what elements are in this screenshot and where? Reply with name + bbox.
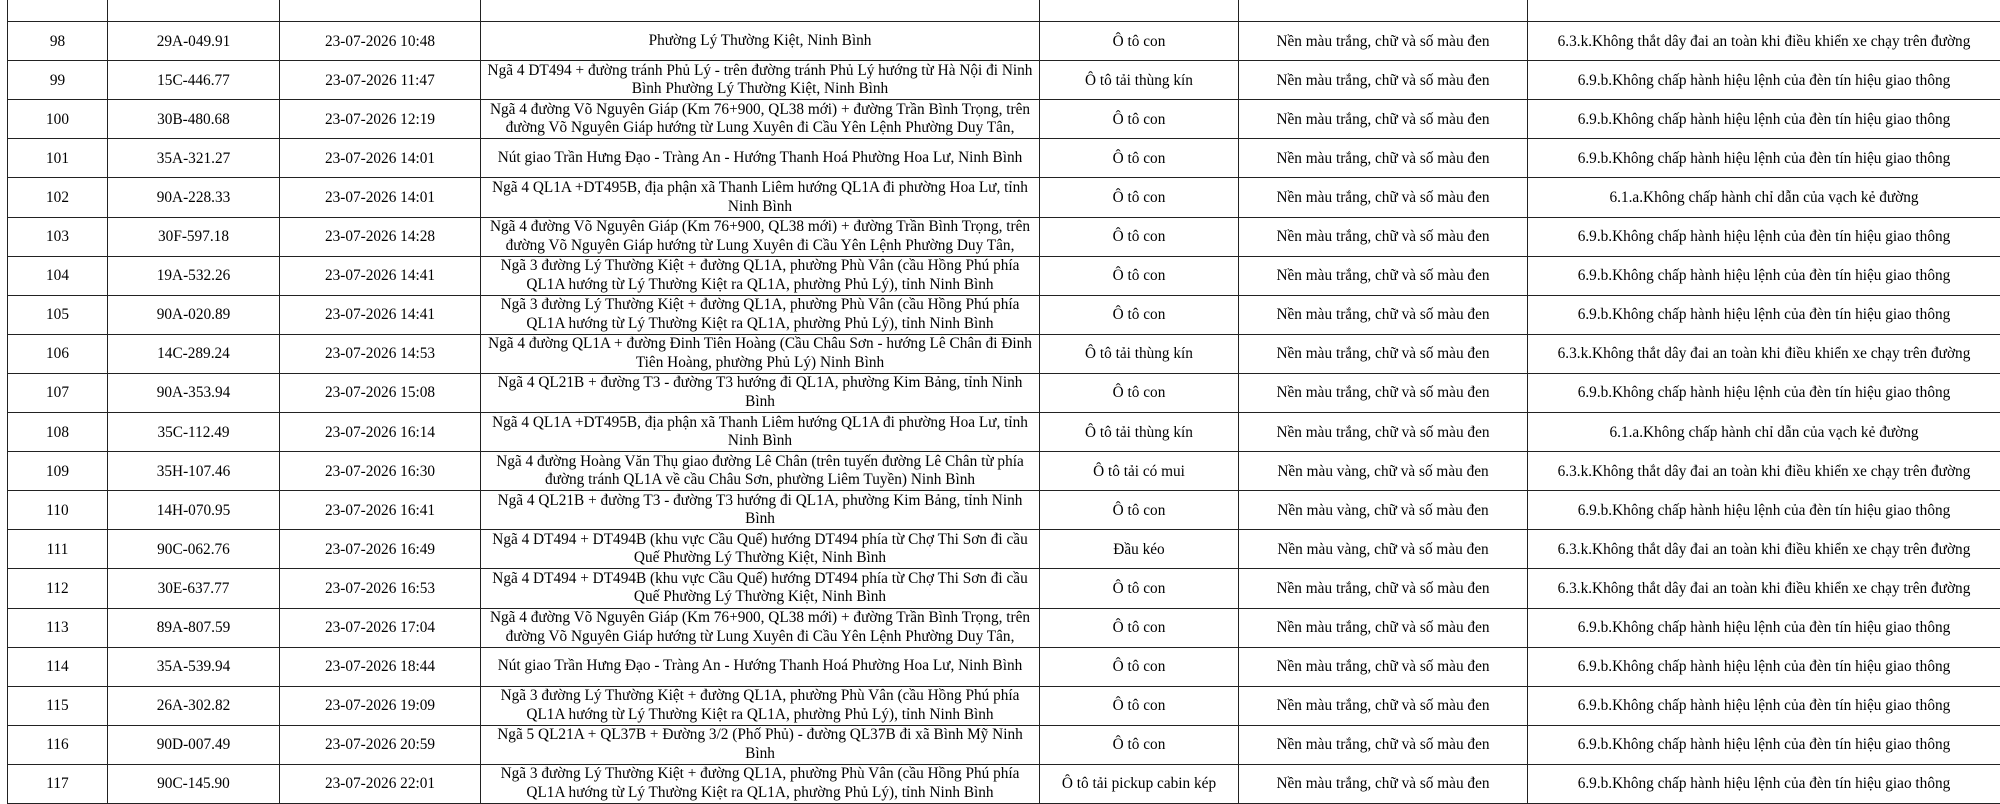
cell-location: Ngã 5 QL21A + QL37B + Đường 3/2 (Phố Phủ) - đường QL37B đi xã Bình Mỹ Ninh Bình — [481, 725, 1040, 764]
cell-time: 23-07-2026 14:01 — [280, 178, 481, 217]
cell-plate-color: Nền màu trắng, chữ và số màu đen — [1239, 373, 1528, 412]
cell-plate-color: Nền màu trắng, chữ và số màu đen — [1239, 139, 1528, 178]
cell-time: 23-07-2026 14:41 — [280, 295, 481, 334]
cell-stt: 110 — [8, 491, 108, 530]
cell-violation — [1528, 0, 2000, 22]
cell-vehicle-type: Ô tô con — [1040, 295, 1239, 334]
cell-vehicle-type: Ô tô tải pickup cabin kép — [1040, 764, 1239, 803]
cell-violation: 6.9.b.Không chấp hành hiệu lệnh của đèn tín hiệu giao thông — [1528, 373, 2000, 412]
cell-time: 23-07-2026 16:53 — [280, 569, 481, 608]
cell-violation: 6.9.b.Không chấp hành hiệu lệnh của đèn tín hiệu giao thông — [1528, 139, 2000, 178]
cell-plate: 30B-480.68 — [108, 100, 280, 139]
cell-plate: 30F-597.18 — [108, 217, 280, 256]
cell-plate-color — [1239, 0, 1528, 22]
cell-violation: 6.3.k.Không thắt dây đai an toàn khi điều khiển xe chạy trên đường — [1528, 334, 2000, 373]
cell-plate: 35A-539.94 — [108, 647, 280, 686]
cell-time: 23-07-2026 11:47 — [280, 61, 481, 100]
cell-stt: 107 — [8, 373, 108, 412]
cell-location: Ngã 4 DT494 + đường tránh Phủ Lý - trên đường tránh Phủ Lý hướng từ Hà Nội đi Ninh Bình Phường Lý Thường Kiệt, Ninh Bình — [481, 61, 1040, 100]
table-body — [8, 0, 2000, 803]
cell-plate-color: Nền màu trắng, chữ và số màu đen — [1239, 295, 1528, 334]
table-row — [8, 178, 2000, 217]
cell-plate: 35H-107.46 — [108, 452, 280, 491]
cell-stt: 115 — [8, 686, 108, 725]
cell-plate-color: Nền màu trắng, chữ và số màu đen — [1239, 608, 1528, 647]
cell-vehicle-type: Ô tô con — [1040, 569, 1239, 608]
cell-plate-color: Nền màu trắng, chữ và số màu đen — [1239, 413, 1528, 452]
cell-vehicle-type: Ô tô con — [1040, 139, 1239, 178]
cell-location: Phường Lý Thường Kiệt, Ninh Bình — [481, 22, 1040, 61]
cell-vehicle-type — [1040, 0, 1239, 22]
cell-violation: 6.9.b.Không chấp hành hiệu lệnh của đèn tín hiệu giao thông — [1528, 491, 2000, 530]
cell-time: 23-07-2026 19:09 — [280, 686, 481, 725]
cell-vehicle-type: Ô tô con — [1040, 256, 1239, 295]
cell-plate: 90D-007.49 — [108, 725, 280, 764]
cell-stt: 103 — [8, 217, 108, 256]
cell-vehicle-type: Ô tô con — [1040, 22, 1239, 61]
cell-violation: 6.9.b.Không chấp hành hiệu lệnh của đèn tín hiệu giao thông — [1528, 295, 2000, 334]
cell-location: Ngã 3 đường Lý Thường Kiệt + đường QL1A, phường Phù Vân (cầu Hồng Phú phía QL1A hướng từ Lý Thường Kiệt ra QL1A, phường Phủ Lý), tỉnh Ninh Bình — [481, 256, 1040, 295]
cell-violation: 6.9.b.Không chấp hành hiệu lệnh của đèn tín hiệu giao thông — [1528, 608, 2000, 647]
cell-violation: 6.9.b.Không chấp hành hiệu lệnh của đèn tín hiệu giao thông — [1528, 764, 2000, 803]
cell-plate: 35C-112.49 — [108, 413, 280, 452]
cell-location: Nút giao Trần Hưng Đạo - Tràng An - Hướng Thanh Hoá Phường Hoa Lư, Ninh Bình — [481, 647, 1040, 686]
cell-stt: 102 — [8, 178, 108, 217]
table-row-partial — [8, 0, 2000, 22]
cell-time: 23-07-2026 15:08 — [280, 373, 481, 412]
cell-violation: 6.9.b.Không chấp hành hiệu lệnh của đèn tín hiệu giao thông — [1528, 100, 2000, 139]
cell-vehicle-type: Ô tô con — [1040, 725, 1239, 764]
table-row — [8, 217, 2000, 256]
cell-vehicle-type: Ô tô con — [1040, 491, 1239, 530]
cell-plate: 19A-532.26 — [108, 256, 280, 295]
cell-time: 23-07-2026 12:19 — [280, 100, 481, 139]
table-row — [8, 530, 2000, 569]
cell-plate-color: Nền màu vàng, chữ và số màu đen — [1239, 530, 1528, 569]
cell-time: 23-07-2026 14:01 — [280, 139, 481, 178]
cell-vehicle-type: Ô tô con — [1040, 100, 1239, 139]
cell-plate: 30E-637.77 — [108, 569, 280, 608]
cell-time: 23-07-2026 16:14 — [280, 413, 481, 452]
cell-location: Ngã 4 QL21B + đường T3 - đường T3 hướng đi QL1A, phường Kim Bảng, tỉnh Ninh Bình — [481, 491, 1040, 530]
cell-plate-color: Nền màu trắng, chữ và số màu đen — [1239, 334, 1528, 373]
cell-plate-color: Nền màu trắng, chữ và số màu đen — [1239, 569, 1528, 608]
cell-plate: 35A-321.27 — [108, 139, 280, 178]
cell-violation: 6.3.k.Không thắt dây đai an toàn khi điều khiển xe chạy trên đường — [1528, 22, 2000, 61]
cell-location — [481, 0, 1040, 22]
cell-plate-color: Nền màu trắng, chữ và số màu đen — [1239, 725, 1528, 764]
cell-location: Ngã 4 QL21B + đường T3 - đường T3 hướng đi QL1A, phường Kim Bảng, tỉnh Ninh Bình — [481, 373, 1040, 412]
cell-plate-color: Nền màu trắng, chữ và số màu đen — [1239, 61, 1528, 100]
cell-stt: 109 — [8, 452, 108, 491]
cell-violation: 6.9.b.Không chấp hành hiệu lệnh của đèn tín hiệu giao thông — [1528, 686, 2000, 725]
cell-time — [280, 0, 481, 22]
table-row — [8, 452, 2000, 491]
cell-location: Ngã 4 đường Võ Nguyên Giáp (Km 76+900, QL38 mới) + đường Trần Bình Trọng, trên đường Võ Nguyên Giáp hướng từ Lung Xuyên đi Cầu Yên Lệnh Phường Duy Tân, — [481, 100, 1040, 139]
cell-time: 23-07-2026 20:59 — [280, 725, 481, 764]
cell-time: 23-07-2026 14:28 — [280, 217, 481, 256]
cell-time: 23-07-2026 16:30 — [280, 452, 481, 491]
cell-plate-color: Nền màu trắng, chữ và số màu đen — [1239, 686, 1528, 725]
cell-plate: 90C-145.90 — [108, 764, 280, 803]
cell-location: Ngã 4 DT494 + DT494B (khu vực Cầu Quế) hướng DT494 phía từ Chợ Thi Sơn đi cầu Quế Phường Lý Thường Kiệt, Ninh Bình — [481, 569, 1040, 608]
cell-time: 23-07-2026 16:41 — [280, 491, 481, 530]
cell-stt: 100 — [8, 100, 108, 139]
cell-plate: 90C-062.76 — [108, 530, 280, 569]
cell-time: 23-07-2026 10:48 — [280, 22, 481, 61]
cell-location: Nút giao Trần Hưng Đạo - Tràng An - Hướng Thanh Hoá Phường Hoa Lư, Ninh Bình — [481, 139, 1040, 178]
table-row — [8, 413, 2000, 452]
cell-violation: 6.1.a.Không chấp hành chỉ dẫn của vạch kẻ đường — [1528, 413, 2000, 452]
cell-plate: 14H-070.95 — [108, 491, 280, 530]
cell-location: Ngã 4 QL1A +DT495B, địa phận xã Thanh Liêm hướng QL1A đi phường Hoa Lư, tỉnh Ninh Bình — [481, 413, 1040, 452]
table-row — [8, 686, 2000, 725]
cell-plate: 90A-353.94 — [108, 373, 280, 412]
cell-stt: 117 — [8, 764, 108, 803]
cell-vehicle-type: Ô tô con — [1040, 217, 1239, 256]
table-row — [8, 295, 2000, 334]
cell-plate: 90A-020.89 — [108, 295, 280, 334]
cell-stt: 106 — [8, 334, 108, 373]
cell-stt: 99 — [8, 61, 108, 100]
cell-violation: 6.3.k.Không thắt dây đai an toàn khi điều khiển xe chạy trên đường — [1528, 530, 2000, 569]
table-row — [8, 139, 2000, 178]
cell-vehicle-type: Ô tô tải có mui — [1040, 452, 1239, 491]
table-row — [8, 647, 2000, 686]
cell-violation: 6.9.b.Không chấp hành hiệu lệnh của đèn tín hiệu giao thông — [1528, 725, 2000, 764]
cell-violation: 6.9.b.Không chấp hành hiệu lệnh của đèn tín hiệu giao thông — [1528, 647, 2000, 686]
table-row — [8, 61, 2000, 100]
cell-plate — [108, 0, 280, 22]
cell-stt: 101 — [8, 139, 108, 178]
cell-plate-color: Nền màu vàng, chữ và số màu đen — [1239, 452, 1528, 491]
cell-stt: 105 — [8, 295, 108, 334]
cell-stt — [8, 0, 108, 22]
cell-stt: 113 — [8, 608, 108, 647]
cell-plate-color: Nền màu trắng, chữ và số màu đen — [1239, 217, 1528, 256]
table-row — [8, 256, 2000, 295]
cell-vehicle-type: Đầu kéo — [1040, 530, 1239, 569]
cell-plate: 90A-228.33 — [108, 178, 280, 217]
cell-time: 23-07-2026 14:41 — [280, 256, 481, 295]
cell-vehicle-type: Ô tô tải thùng kín — [1040, 334, 1239, 373]
cell-vehicle-type: Ô tô con — [1040, 608, 1239, 647]
table-row — [8, 491, 2000, 530]
cell-plate-color: Nền màu vàng, chữ và số màu đen — [1239, 491, 1528, 530]
cell-location: Ngã 4 đường QL1A + đường Đinh Tiên Hoàng (Cầu Châu Sơn - hướng Lê Chân đi Đinh Tiên Hoàng, phường Phủ Lý) Ninh Bình — [481, 334, 1040, 373]
violations-table — [7, 0, 2000, 804]
cell-vehicle-type: Ô tô tải thùng kín — [1040, 61, 1239, 100]
cell-vehicle-type: Ô tô con — [1040, 686, 1239, 725]
cell-location: Ngã 4 đường Võ Nguyên Giáp (Km 76+900, QL38 mới) + đường Trần Bình Trọng, trên đường Võ Nguyên Giáp hướng từ Lung Xuyên đi Cầu Yên Lệnh Phường Duy Tân, — [481, 217, 1040, 256]
cell-plate: 15C-446.77 — [108, 61, 280, 100]
cell-stt: 114 — [8, 647, 108, 686]
cell-time: 23-07-2026 17:04 — [280, 608, 481, 647]
cell-time: 23-07-2026 16:49 — [280, 530, 481, 569]
cell-time: 23-07-2026 14:53 — [280, 334, 481, 373]
cell-plate-color: Nền màu trắng, chữ và số màu đen — [1239, 256, 1528, 295]
cell-violation: 6.3.k.Không thắt dây đai an toàn khi điều khiển xe chạy trên đường — [1528, 569, 2000, 608]
table-row — [8, 100, 2000, 139]
cell-vehicle-type: Ô tô con — [1040, 373, 1239, 412]
cell-stt: 112 — [8, 569, 108, 608]
cell-stt: 108 — [8, 413, 108, 452]
table-row — [8, 373, 2000, 412]
cell-location: Ngã 4 QL1A +DT495B, địa phận xã Thanh Liêm hướng QL1A đi phường Hoa Lư, tỉnh Ninh Bình — [481, 178, 1040, 217]
cell-violation: 6.9.b.Không chấp hành hiệu lệnh của đèn tín hiệu giao thông — [1528, 61, 2000, 100]
cell-plate: 26A-302.82 — [108, 686, 280, 725]
cell-location: Ngã 4 đường Võ Nguyên Giáp (Km 76+900, QL38 mới) + đường Trần Bình Trọng, trên đường Võ Nguyên Giáp hướng từ Lung Xuyên đi Cầu Yên Lệnh Phường Duy Tân, — [481, 608, 1040, 647]
cell-plate-color: Nền màu trắng, chữ và số màu đen — [1239, 100, 1528, 139]
cell-stt: 104 — [8, 256, 108, 295]
table-row — [8, 22, 2000, 61]
table-row — [8, 608, 2000, 647]
cell-location: Ngã 4 đường Hoàng Văn Thụ giao đường Lê Chân (trên tuyến đường Lê Chân từ phía đường tránh QL1A về cầu Châu Sơn, phường Liêm Tuyền) Ninh Bình — [481, 452, 1040, 491]
cell-plate: 89A-807.59 — [108, 608, 280, 647]
table-row — [8, 569, 2000, 608]
table-row — [8, 334, 2000, 373]
cell-plate-color: Nền màu trắng, chữ và số màu đen — [1239, 764, 1528, 803]
cell-plate-color: Nền màu trắng, chữ và số màu đen — [1239, 178, 1528, 217]
cell-plate: 14C-289.24 — [108, 334, 280, 373]
cell-location: Ngã 3 đường Lý Thường Kiệt + đường QL1A, phường Phù Vân (cầu Hồng Phú phía QL1A hướng từ Lý Thường Kiệt ra QL1A, phường Phủ Lý), tỉnh Ninh Bình — [481, 686, 1040, 725]
cell-plate-color: Nền màu trắng, chữ và số màu đen — [1239, 22, 1528, 61]
cell-violation: 6.9.b.Không chấp hành hiệu lệnh của đèn tín hiệu giao thông — [1528, 256, 2000, 295]
cell-vehicle-type: Ô tô con — [1040, 647, 1239, 686]
cell-location: Ngã 3 đường Lý Thường Kiệt + đường QL1A, phường Phù Vân (cầu Hồng Phú phía QL1A hướng từ Lý Thường Kiệt ra QL1A, phường Phủ Lý), tỉnh Ninh Bình — [481, 764, 1040, 803]
cell-stt: 116 — [8, 725, 108, 764]
cell-violation: 6.9.b.Không chấp hành hiệu lệnh của đèn tín hiệu giao thông — [1528, 217, 2000, 256]
cell-plate-color: Nền màu trắng, chữ và số màu đen — [1239, 647, 1528, 686]
cell-location: Ngã 3 đường Lý Thường Kiệt + đường QL1A, phường Phù Vân (cầu Hồng Phú phía QL1A hướng từ Lý Thường Kiệt ra QL1A, phường Phủ Lý), tỉnh Ninh Bình — [481, 295, 1040, 334]
cell-violation: 6.1.a.Không chấp hành chỉ dẫn của vạch kẻ đường — [1528, 178, 2000, 217]
cell-time: 23-07-2026 18:44 — [280, 647, 481, 686]
cell-vehicle-type: Ô tô tải thùng kín — [1040, 413, 1239, 452]
cell-violation: 6.3.k.Không thắt dây đai an toàn khi điều khiển xe chạy trên đường — [1528, 452, 2000, 491]
cell-stt: 111 — [8, 530, 108, 569]
table-row — [8, 764, 2000, 803]
cell-stt: 98 — [8, 22, 108, 61]
table-row — [8, 725, 2000, 764]
cell-location: Ngã 4 DT494 + DT494B (khu vực Cầu Quế) hướng DT494 phía từ Chợ Thi Sơn đi cầu Quế Phường Lý Thường Kiệt, Ninh Bình — [481, 530, 1040, 569]
cell-plate: 29A-049.91 — [108, 22, 280, 61]
cell-time: 23-07-2026 22:01 — [280, 764, 481, 803]
cell-vehicle-type: Ô tô con — [1040, 178, 1239, 217]
